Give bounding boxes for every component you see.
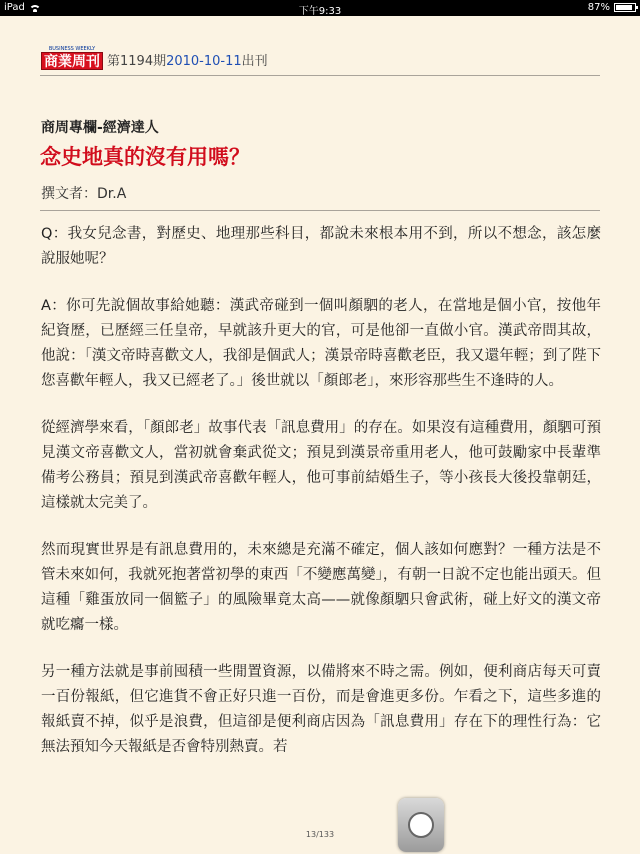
issue-info: [107, 50, 268, 69]
paragraph: Q：我女兒念書，對歷史、地理那些科目，都說未來根本用不到，所以不想念，該怎麼說服她呢？: [41, 226, 601, 267]
home-circle-icon: [408, 812, 434, 838]
logo-english: BUSINESS WEEKLY: [48, 46, 96, 52]
article-body: [41, 222, 601, 782]
home-button[interactable]: [398, 798, 444, 852]
paragraph: 然而現實世界是有訊息費用的，未來總是充滿不確定，個人該如何應對？一種方法是不管未來如何，我就死抱著當初學的東西「不變應萬變」，有朝一日說不定也能出頭天。但這種「雞蛋放同一個籃子」的風險畢竟太高——就像顏駟只會武術，碰上好文的漢文帝就吃癟一樣。: [41, 542, 601, 633]
status-right: [588, 2, 636, 13]
paragraph: 從經濟學來看，「顏郎老」故事代表「訊息費用」的存在。如果沒有這種費用，顏駟可預見漢文帝喜歡文人，當初就會棄武從文；預見到漢景帝重用老人，他可鼓勵家中長輩準備考公務員；預見到漢武帝喜歡年輕人，他可事前結婚生子，等小孩長大後投靠朝廷，這樣就太完美了。: [41, 420, 601, 511]
divider-top: [40, 75, 600, 76]
divider-bottom: [40, 210, 600, 211]
battery-percent: 87%: [587, 2, 610, 13]
column-name: 商周專欄-經濟達人: [41, 120, 159, 136]
status-time: 下午9:33: [298, 6, 342, 17]
paragraph: 另一種方法就是事前囤積一些閒置資源，以備將來不時之需。例如，便利商店每天可賣一百份報紙，但它進貨不會正好只進一百份，而是會進更多份。乍看之下，這些多進的報紙賣不掉，似乎是浪費，但這卻是便利商店因為「訊息費用」存在下的理性行為：它無法預知今天報紙是否會特別熱賣。若: [41, 664, 601, 755]
article-author: 撰文者：Dr.A: [41, 186, 127, 202]
logo-chinese: 商業周刊: [41, 52, 103, 70]
page-indicator: 13/133: [305, 830, 335, 839]
article-title: 念史地真的沒有用嗎？: [40, 145, 250, 169]
device-label: iPad: [4, 2, 25, 13]
battery-icon: [614, 3, 636, 12]
paragraph: A：你可先說個故事給她聽：漢武帝碰到一個叫顏駟的老人，在當地是個小官，按他年紀資歷，已歷經三任皇帝，早就該升更大的官，可是他卻一直做小官。漢武帝問其故，他說：「漢文帝時喜歡文人，我卻是個武人；漢景帝時喜歡老臣，我又還年輕；到了陛下您喜歡年輕人，我又已經老了。」後世就以「顏郎老」，來形容那些生不逢時的人。: [41, 298, 601, 389]
issue-number: 第1194期: [107, 54, 167, 69]
battery-fill: [616, 5, 632, 10]
status-bar: [0, 0, 640, 16]
issue-suffix: 出刊: [241, 54, 268, 69]
issue-date: 2010-10-11: [166, 54, 242, 69]
magazine-logo: [41, 46, 103, 70]
